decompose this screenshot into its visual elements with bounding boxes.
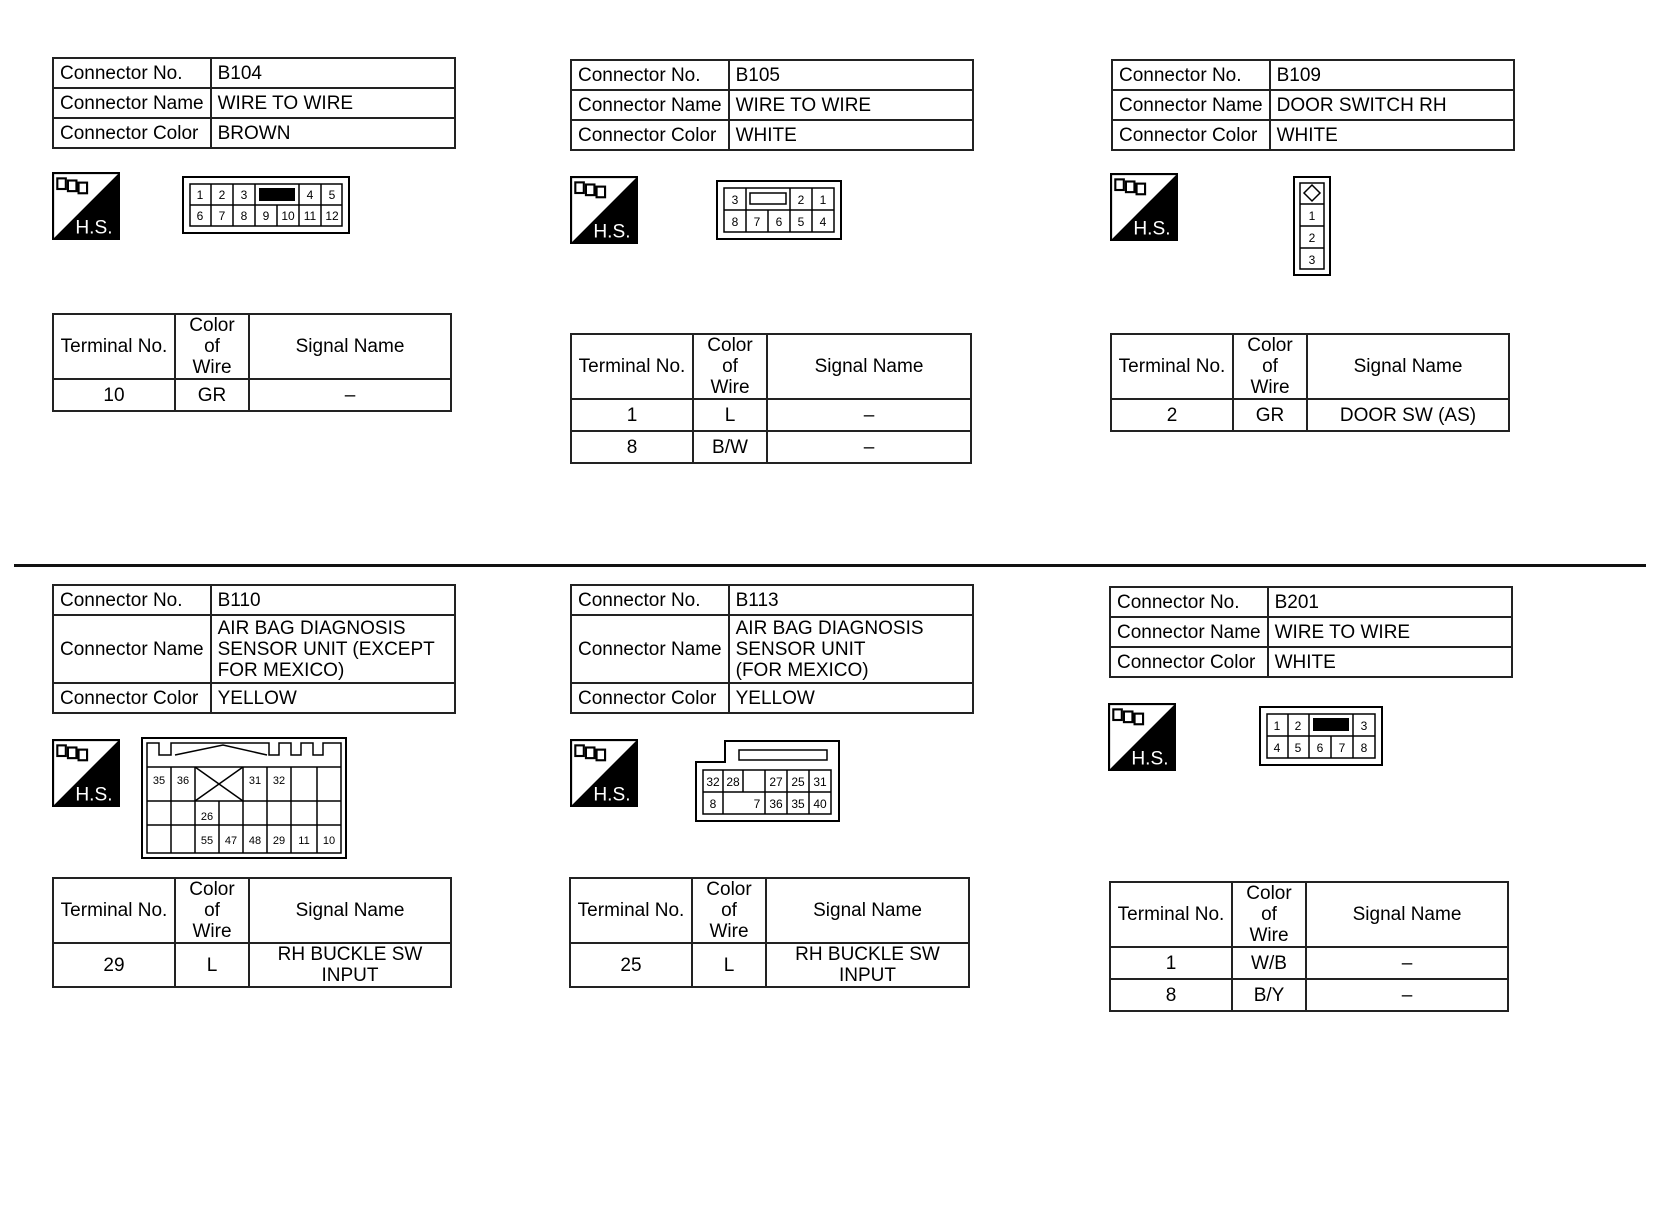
connector-info-b110 (52, 584, 456, 714)
section-divider (14, 564, 1646, 567)
pin: 25 (791, 775, 805, 789)
pin: 35 (152, 775, 166, 787)
terminal-no-header: Terminal No. (570, 878, 692, 943)
color-of-wire-header: Color of Wire (693, 334, 767, 399)
table-row: 25 L RH BUCKLE SW INPUT (570, 943, 969, 987)
connector-name-value: AIR BAG DIAGNOSIS SENSOR UNIT (FOR MEXICO) (729, 615, 973, 683)
pin: 2 (218, 188, 226, 202)
connector-name-value: DOOR SWITCH RH (1270, 90, 1514, 120)
hs-icon (1108, 703, 1176, 771)
pin: 29 (272, 835, 286, 847)
pin: 1 (196, 188, 204, 202)
hs-label: H.S. (593, 784, 631, 806)
connector-name-label: Connector Name (1110, 617, 1268, 647)
hs-icon (52, 172, 120, 240)
terminal-no-header: Terminal No. (53, 878, 175, 943)
connector-color-value: WHITE (1268, 647, 1512, 677)
pin: 28 (726, 775, 740, 789)
signal-name-header: Signal Name (249, 314, 451, 379)
terminal-table-b201 (1109, 881, 1509, 1012)
pin: 5 (1294, 741, 1302, 755)
pin: 7 (753, 797, 761, 811)
pin: 3 (1360, 719, 1368, 733)
terminal-table-b110 (52, 877, 452, 988)
pin: 1 (819, 193, 827, 207)
connector-color-label: Connector Color (1110, 647, 1268, 677)
pin: 1 (1308, 209, 1316, 223)
connector-face-b201 (1259, 706, 1383, 766)
connector-face-b113 (695, 740, 840, 822)
pin: 6 (1316, 741, 1324, 755)
connector-info-b201 (1109, 586, 1513, 678)
pin: 6 (196, 209, 204, 223)
pin: 36 (769, 797, 783, 811)
terminal-no-header: Terminal No. (1110, 882, 1232, 947)
pin: 4 (1273, 741, 1281, 755)
color-of-wire-header: Color of Wire (175, 314, 249, 379)
connector-info-b109 (1111, 59, 1515, 151)
pin: 3 (731, 193, 739, 207)
hs-icon (1110, 173, 1178, 241)
connector-name-value: WIRE TO WIRE (729, 90, 973, 120)
pin: 2 (1294, 719, 1302, 733)
connector-name-value: WIRE TO WIRE (1268, 617, 1512, 647)
pin: 2 (797, 193, 805, 207)
pin: 5 (797, 215, 805, 229)
connector-no-label: Connector No. (1112, 60, 1270, 90)
connector-color-value: WHITE (1270, 120, 1514, 150)
signal-name-header: Signal Name (767, 334, 971, 399)
table-row: 10 GR – (53, 379, 451, 411)
signal-name-header: Signal Name (1306, 882, 1508, 947)
pin: 35 (791, 797, 805, 811)
pin: 36 (176, 775, 190, 787)
pin: 40 (813, 797, 827, 811)
connector-color-value: BROWN (211, 118, 455, 148)
terminal-table-b104 (52, 313, 452, 412)
pin: 11 (298, 835, 310, 847)
connector-no-label: Connector No. (571, 585, 729, 615)
pin: 10 (281, 209, 295, 223)
connector-name-value: AIR BAG DIAGNOSIS SENSOR UNIT (EXCEPT FOR MEXICO) (211, 615, 455, 683)
pin: 32 (272, 775, 286, 787)
connector-no-label: Connector No. (571, 60, 729, 90)
table-row: 8 B/Y – (1110, 979, 1508, 1011)
pin: 32 (706, 775, 720, 789)
terminal-table-b109 (1110, 333, 1510, 432)
pin: 3 (1308, 253, 1316, 267)
pin: 9 (262, 209, 270, 223)
pin: 8 (709, 797, 717, 811)
connector-name-label: Connector Name (571, 90, 729, 120)
connector-face-b110 (141, 737, 347, 859)
connector-face-b104 (182, 176, 350, 234)
connector-color-value: YELLOW (729, 683, 973, 713)
connector-no-value: B201 (1268, 587, 1512, 617)
connector-no-value: B104 (211, 58, 455, 88)
connector-no-value: B113 (729, 585, 973, 615)
connector-name-label: Connector Name (1112, 90, 1270, 120)
hs-label: H.S. (1133, 218, 1171, 240)
pin: 8 (731, 215, 739, 229)
connector-color-label: Connector Color (53, 118, 211, 148)
pin: 1 (1273, 719, 1281, 733)
connector-color-label: Connector Color (571, 683, 729, 713)
color-of-wire-header: Color of Wire (1232, 882, 1306, 947)
connector-name-label: Connector Name (53, 88, 211, 118)
hs-label: H.S. (1131, 748, 1169, 770)
table-row: 1 W/B – (1110, 947, 1508, 979)
pin: 7 (753, 215, 761, 229)
connector-name-value: WIRE TO WIRE (211, 88, 455, 118)
terminal-no-header: Terminal No. (1111, 334, 1233, 399)
terminal-table-b113 (569, 877, 970, 988)
color-of-wire-header: Color of Wire (1233, 334, 1307, 399)
pin: 5 (328, 188, 336, 202)
hs-label: H.S. (75, 784, 113, 806)
pin: 31 (248, 775, 262, 787)
connector-color-value: WHITE (729, 120, 973, 150)
hs-icon (52, 739, 120, 807)
connector-no-label: Connector No. (53, 58, 211, 88)
pin: 3 (240, 188, 248, 202)
connector-color-label: Connector Color (1112, 120, 1270, 150)
terminal-no-header: Terminal No. (53, 314, 175, 379)
color-of-wire-header: Color of Wire (692, 878, 766, 943)
pin: 7 (1338, 741, 1346, 755)
table-row: 2 GR DOOR SW (AS) (1111, 399, 1509, 431)
connector-no-label: Connector No. (1110, 587, 1268, 617)
pin: 4 (819, 215, 827, 229)
hs-label: H.S. (75, 217, 113, 239)
connector-color-label: Connector Color (571, 120, 729, 150)
connector-color-value: YELLOW (211, 683, 455, 713)
pin: 11 (303, 209, 317, 223)
connector-name-label: Connector Name (53, 615, 211, 683)
pin: 55 (200, 835, 214, 847)
pin: 48 (248, 835, 262, 847)
connector-no-value: B105 (729, 60, 973, 90)
signal-name-header: Signal Name (1307, 334, 1509, 399)
hs-icon (570, 739, 638, 807)
connector-info-b113 (570, 584, 974, 714)
hs-label: H.S. (593, 221, 631, 243)
terminal-no-header: Terminal No. (571, 334, 693, 399)
connector-no-label: Connector No. (53, 585, 211, 615)
signal-name-header: Signal Name (249, 878, 451, 943)
table-row: 1 L – (571, 399, 971, 431)
table-row: 29 L RH BUCKLE SW INPUT (53, 943, 451, 987)
pin: 8 (1360, 741, 1368, 755)
pin: 27 (769, 775, 783, 789)
connector-face-b105 (716, 180, 842, 240)
connector-no-value: B110 (211, 585, 455, 615)
pin: 4 (306, 188, 314, 202)
pin: 47 (224, 835, 238, 847)
connector-info-b105 (570, 59, 974, 151)
connector-color-label: Connector Color (53, 683, 211, 713)
connector-info-b104 (52, 57, 456, 149)
pin: 10 (322, 835, 336, 847)
pin: 8 (240, 209, 248, 223)
table-row: 8 B/W – (571, 431, 971, 463)
connector-name-label: Connector Name (571, 615, 729, 683)
connector-face-b109 (1293, 176, 1331, 276)
terminal-table-b105 (570, 333, 972, 464)
pin: 6 (775, 215, 783, 229)
hs-icon (570, 176, 638, 244)
connector-no-value: B109 (1270, 60, 1514, 90)
signal-name-header: Signal Name (766, 878, 969, 943)
pin: 7 (218, 209, 226, 223)
pin: 31 (813, 775, 827, 789)
color-of-wire-header: Color of Wire (175, 878, 249, 943)
pin: 2 (1308, 231, 1316, 245)
pin: 26 (200, 811, 214, 823)
pin: 12 (325, 209, 339, 223)
